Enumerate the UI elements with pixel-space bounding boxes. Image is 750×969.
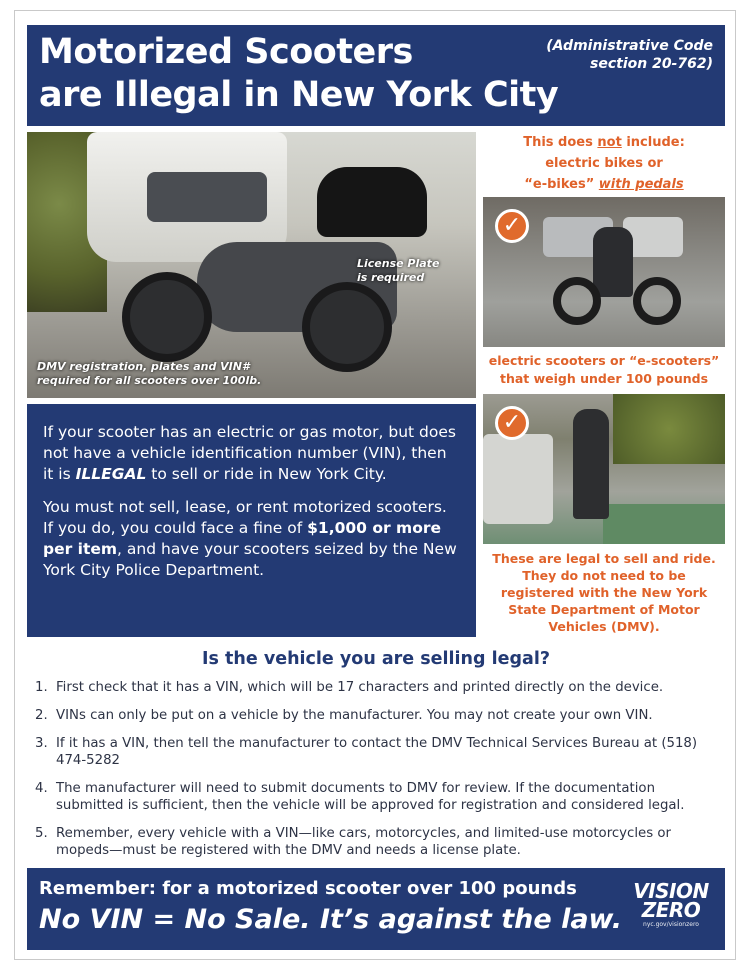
dmv-registration-caption xyxy=(37,360,261,388)
list-item-number: 5. xyxy=(35,826,48,841)
list-item-text: The manufacturer will need to submit documents to DMV for review. If the documentation submitted is sufficient, then the vehicle will be approved for registration and considered legal. xyxy=(56,781,685,813)
flyer-page xyxy=(14,10,736,960)
photo-trees xyxy=(613,394,725,464)
photo-bike-lane xyxy=(603,504,725,544)
warning-p2-text-end: , and have your scooters seized by the New York City Police Department. xyxy=(43,540,457,579)
photo-escooter-rider xyxy=(573,409,609,519)
exception-heading-not: not xyxy=(597,135,622,150)
list-item-text: First check that it has a VIN, which will be 17 characters and printed directly on the device. xyxy=(56,680,664,695)
vision-zero-logo xyxy=(629,879,713,930)
escooter-photo xyxy=(483,394,725,544)
legal-caption-line-3: registered with the New York xyxy=(500,585,708,600)
warning-p2-text: You must not sell, lease, or rent motorized scooters. If you do, you could face a fine of xyxy=(43,498,447,537)
escooter-caption xyxy=(483,352,725,388)
ebike-photo xyxy=(483,197,725,347)
list-item-number: 3. xyxy=(35,736,48,751)
warning-paragraph-1 xyxy=(43,422,460,485)
warning-p1-text: If your scooter has an electric or gas motor, but does not have a vehicle identification number (VIN), then it is xyxy=(43,423,456,483)
list-item xyxy=(27,679,725,696)
exception-heading-post: include: xyxy=(621,135,685,150)
vision-zero-logo-line-1: VISION xyxy=(633,879,709,903)
list-item xyxy=(27,825,725,859)
ebikes-caption-line-1: electric bikes or xyxy=(545,156,663,171)
photo-ebike-rider xyxy=(593,227,633,297)
page-title xyxy=(39,31,558,117)
legal-caption-line-2: They do not need to be xyxy=(522,568,686,583)
vision-zero-url: nyc.gov/visionzero xyxy=(643,921,699,928)
check-icon: ✓ xyxy=(495,406,529,440)
list-item-number: 2. xyxy=(35,708,48,723)
list-item-number: 4. xyxy=(35,781,48,796)
photo-ebike-wheel xyxy=(553,277,601,325)
legal-caption-line-5: Vehicles (DMV). xyxy=(548,619,660,634)
dmv-caption-line-2: required for all scooters over 100lb. xyxy=(37,374,262,387)
checklist-title: Is the vehicle you are selling legal? xyxy=(202,649,550,669)
license-plate-caption xyxy=(357,257,439,285)
escooter-caption-line-1: electric scooters or “e-scooters” xyxy=(488,353,720,368)
title-line-1: Motorized Scooters xyxy=(39,32,413,72)
list-item xyxy=(27,780,725,814)
license-plate-caption-line-1: License Plate xyxy=(357,257,440,270)
photo-car-grill xyxy=(147,172,267,222)
warning-illegal-emphasis: ILLEGAL xyxy=(75,465,147,483)
photo-parked-cars xyxy=(483,434,553,524)
photo-top-case xyxy=(317,167,427,237)
legal-caption xyxy=(483,550,725,635)
escooter-caption-line-2: that weigh under 100 pounds xyxy=(499,371,709,386)
legal-warning-box xyxy=(27,404,476,637)
ebikes-caption-pre: “e-bikes” xyxy=(524,177,599,192)
list-item xyxy=(27,707,725,724)
header-banner xyxy=(27,25,725,126)
check-icon: ✓ xyxy=(495,209,529,243)
list-item-number: 1. xyxy=(35,680,48,695)
fine-amount-emphasis: $1,000 or more per item xyxy=(43,519,441,558)
vision-zero-logo-line-2: ZERO xyxy=(641,898,701,922)
license-plate-caption-line-2: is required xyxy=(357,271,425,284)
admin-code-line-2: section 20-762) xyxy=(590,56,713,72)
checklist-steps xyxy=(27,679,725,870)
list-item-text: If it has a VIN, then tell the manufacturer to contact the DMV Technical Services Bureau at (518) 474-5282 xyxy=(56,736,698,768)
exception-heading-line xyxy=(483,132,725,153)
footer-slogan: No VIN = No Sale. It’s against the law. xyxy=(39,904,623,935)
legal-caption-line-1: These are legal to sell and ride. xyxy=(492,551,716,566)
warning-p1-text-end: to sell or ride in New York City. xyxy=(146,465,387,483)
title-line-2: are Illegal in New York City xyxy=(39,75,559,115)
photo-front-wheel xyxy=(122,272,212,362)
list-item-text: Remember, every vehicle with a VIN—like cars, motorcycles, and limited-use motorcycles or mopeds—must be registered with the DMV and needs a license plate. xyxy=(56,826,671,858)
list-item-text: VINs can only be put on a vehicle by the manufacturer. You may not create your own VIN. xyxy=(56,708,653,723)
ebikes-caption-line-2 xyxy=(483,174,725,195)
footer-banner xyxy=(27,868,725,950)
photo-rear-wheel xyxy=(302,282,392,372)
footer-reminder: Remember: for a motorized scooter over 100 pounds xyxy=(39,878,577,899)
exception-heading-pre: This does xyxy=(523,135,598,150)
warning-paragraph-2 xyxy=(43,497,460,581)
exception-heading xyxy=(483,132,725,195)
legal-caption-line-4: State Department of Motor xyxy=(508,602,700,617)
admin-code-reference xyxy=(546,37,713,73)
admin-code-line-1: (Administrative Code xyxy=(546,38,713,54)
ebikes-caption-with-pedals: with pedals xyxy=(598,177,684,192)
list-item xyxy=(27,735,725,769)
motorized-scooter-photo xyxy=(27,132,476,398)
photo-ebike-wheel xyxy=(633,277,681,325)
dmv-caption-line-1: DMV registration, plates and VIN# xyxy=(37,360,250,373)
